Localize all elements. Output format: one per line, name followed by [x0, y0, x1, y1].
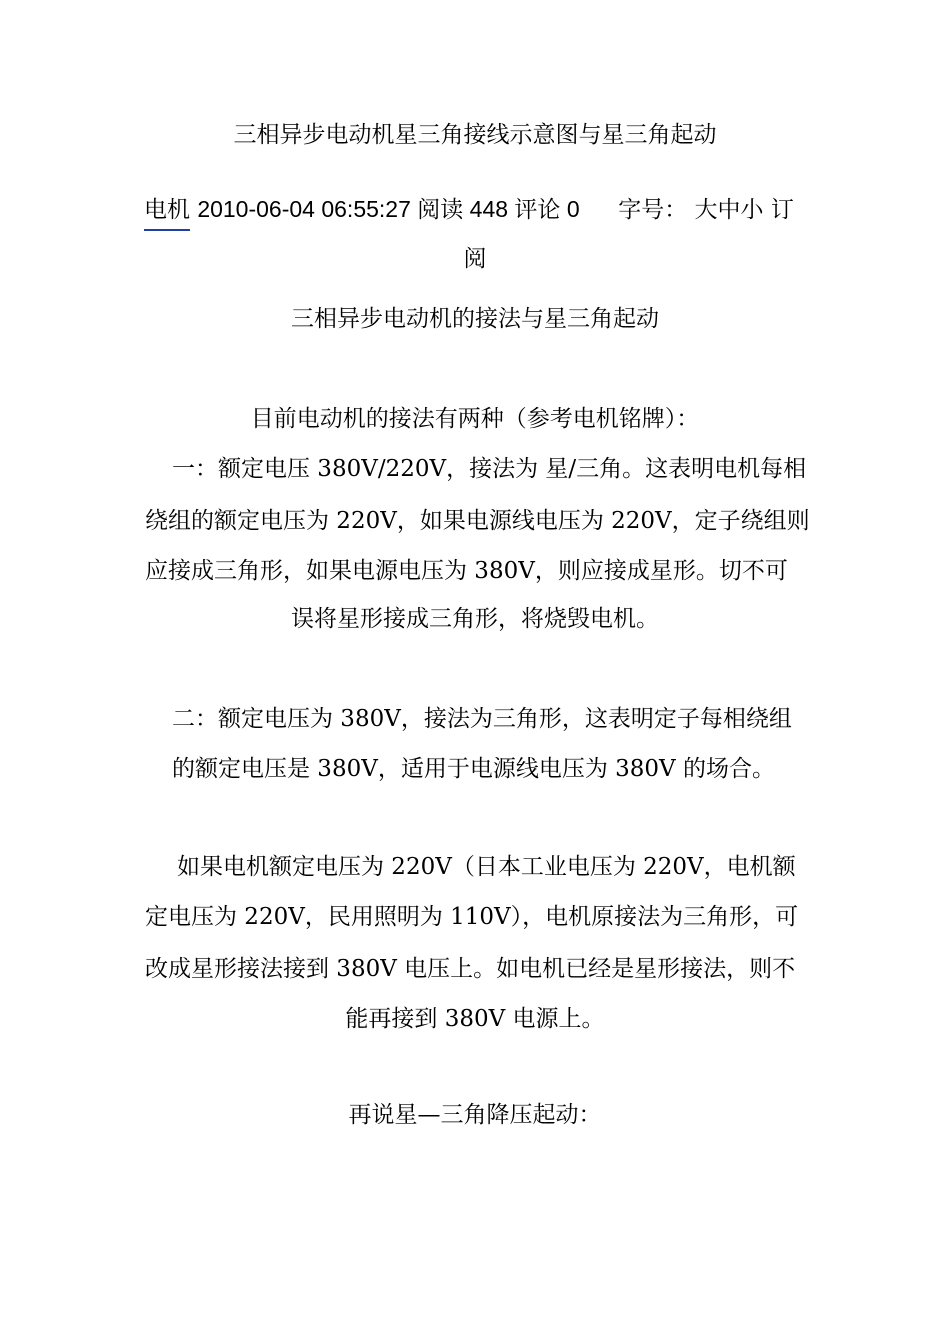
final-heading: 再说星—三角降压起动： — [348, 1102, 602, 1128]
category-link[interactable]: 电机 — [144, 197, 190, 231]
subscribe-link-second[interactable]: 阅 — [463, 246, 487, 272]
paragraph-1-line: 一：额定电压 380V/220V，接法为 星/三角。这表明电机每相 — [172, 456, 807, 482]
meta-info: 2010-06-04 06:55:27 阅读 448 评论 0 — [197, 196, 580, 222]
intro-line: 目前电动机的接法有两种（参考电机铭牌）： — [250, 406, 700, 432]
paragraph-3-line: 如果电机额定电压为 220V（日本工业电压为 220V，电机额 — [177, 854, 796, 880]
subscribe-link-first[interactable]: 订 — [770, 197, 794, 223]
paragraph-2-line: 二：额定电压为 380V，接法为三角形，这表明定子每相绕组 — [172, 706, 792, 732]
paragraph-3-line: 能再接到 380V 电源上。 — [345, 1006, 605, 1032]
subtitle: 三相异步电动机的接法与星三角起动 — [291, 306, 659, 332]
paragraph-1-line: 绕组的额定电压为 220V，如果电源线电压为 220V，定子绕组则 — [145, 508, 810, 534]
paragraph-1-line: 应接成三角形，如果电源电压为 380V，则应接成星形。切不可 — [145, 558, 788, 584]
paragraph-2-line: 的额定电压是 380V，适用于电源线电压为 380V 的场合。 — [172, 756, 775, 782]
font-size-options[interactable]: 大中小 — [694, 197, 764, 223]
paragraph-3-line: 定电压为 220V，民用照明为 110V），电机原接法为三角形，可 — [145, 904, 799, 930]
document-title: 三相异步电动机星三角接线示意图与星三角起动 — [233, 122, 717, 148]
meta-line — [144, 195, 794, 224]
paragraph-1-line: 误将星形接成三角形，将烧毁电机。 — [291, 606, 659, 632]
paragraph-3-line: 改成星形接法接到 380V 电压上。如电机已经是星形接法，则不 — [145, 956, 796, 982]
font-size-label: 字号： — [618, 197, 688, 223]
